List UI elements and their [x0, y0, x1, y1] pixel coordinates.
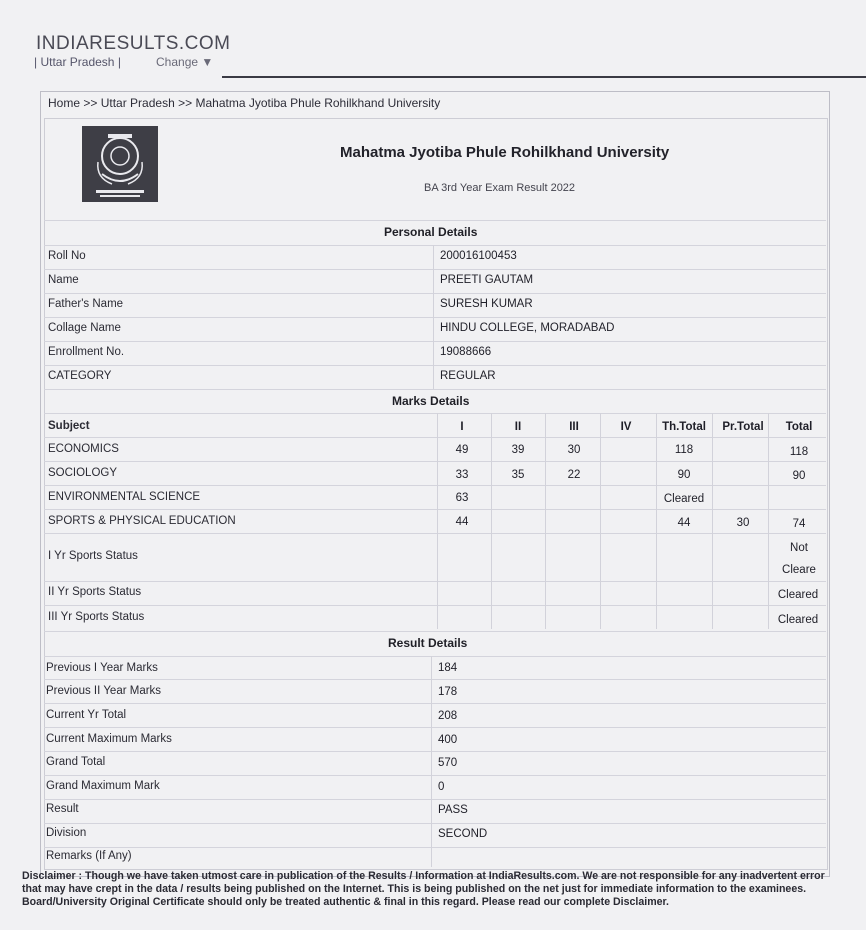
- breadcrumb-state-link[interactable]: Uttar Pradesh: [100, 96, 175, 110]
- breadcrumb-separator: >>: [83, 96, 98, 110]
- sports-status-label: III Yr Sports Status: [48, 611, 145, 623]
- division-value: SECOND: [438, 828, 488, 840]
- breadcrumb-separator: >>: [178, 96, 193, 110]
- sports-status-value: Cleare: [782, 564, 816, 576]
- field-value: 208: [438, 710, 458, 722]
- field-label: Grand Total: [46, 756, 106, 768]
- disclaimer-text: Disclaimer : Though we have taken utmost care in publication of the Results / Information at IndiaResults.com. We are not responsible for any inadvertent error that may have crept in the data / results being published on the Internet. This is being published on the net just for immediate information to the examinees. Board/University Original Certificate should only be treated authentic & final in this regard. Please read our complete Disclaimer.: [22, 870, 825, 908]
- field-label: Previous II Year Marks: [46, 685, 162, 697]
- column-header-pr-total: Pr.Total: [722, 421, 764, 433]
- total: 90: [792, 470, 806, 482]
- column-divider: [600, 413, 601, 629]
- marks-details-heading: Marks Details: [392, 394, 470, 408]
- site-brand[interactable]: [36, 33, 231, 55]
- mark-ii: 35: [511, 469, 525, 481]
- result-row: [44, 799, 826, 824]
- field-value: 184: [438, 662, 458, 674]
- column-header-iii: III: [569, 421, 579, 433]
- marks-row: [44, 437, 826, 462]
- field-label: Father's Name: [48, 298, 124, 310]
- field-value: 570: [438, 757, 458, 769]
- field-value: SURESH KUMAR: [440, 298, 533, 310]
- sports-status-label: I Yr Sports Status: [48, 550, 138, 562]
- result-row: [44, 823, 826, 848]
- personal-row: [44, 365, 826, 388]
- th-total: 90: [677, 469, 691, 481]
- total: 74: [792, 518, 806, 530]
- result-row: [44, 703, 826, 728]
- column-divider: [433, 245, 434, 389]
- mark-i: 44: [455, 516, 469, 528]
- section-header-row: [44, 631, 826, 654]
- result-row: [44, 727, 826, 752]
- pr-total: 30: [736, 517, 750, 529]
- result-row: [44, 775, 826, 800]
- personal-row: [44, 341, 826, 364]
- mark-iii: 22: [567, 469, 581, 481]
- column-header-subject: Subject: [48, 420, 90, 432]
- column-header-i: I: [460, 421, 464, 433]
- result-row: [44, 656, 826, 680]
- total: 118: [789, 446, 809, 458]
- sports-status-value: Not: [790, 542, 808, 554]
- field-value: 0: [438, 781, 445, 793]
- state-label: | Uttar Pradesh |: [34, 55, 121, 69]
- mark-i: 33: [455, 469, 469, 481]
- field-label: Current Yr Total: [46, 709, 127, 721]
- subject-name: ENVIRONMENTAL SCIENCE: [48, 491, 201, 503]
- personal-details-heading: Personal Details: [384, 225, 478, 239]
- result-row: [44, 847, 826, 868]
- sports-status-value: Cleared: [777, 589, 819, 601]
- field-label: Division: [46, 827, 87, 839]
- column-header-ii: II: [514, 421, 522, 433]
- th-total: Cleared: [663, 493, 705, 505]
- result-details-heading: Result Details: [388, 636, 468, 650]
- state-selector: [34, 55, 214, 69]
- subject-name: SOCIOLOGY: [48, 467, 118, 479]
- field-label: Roll No: [48, 250, 86, 262]
- mark-i: 49: [455, 444, 469, 456]
- subject-name: SPORTS & PHYSICAL EDUCATION: [48, 515, 236, 527]
- column-divider: [712, 413, 713, 629]
- result-row: [44, 751, 826, 776]
- field-label: Remarks (If Any): [46, 850, 132, 862]
- section-header-row: [44, 220, 826, 243]
- column-header-th-total: Th.Total: [662, 421, 706, 433]
- column-divider: [437, 413, 438, 629]
- sports-status-row: [44, 581, 826, 606]
- column-divider: [545, 413, 546, 629]
- field-label: Collage Name: [48, 322, 121, 334]
- column-divider: [768, 413, 769, 629]
- section-header-row: [44, 389, 826, 412]
- column-header-iv: IV: [620, 421, 632, 433]
- change-state-button[interactable]: Change ▼: [156, 55, 214, 69]
- field-label: Current Maximum Marks: [46, 733, 172, 745]
- exam-title: BA 3rd Year Exam Result 2022: [424, 182, 576, 194]
- field-label: Previous I Year Marks: [46, 662, 158, 674]
- column-divider: [491, 413, 492, 629]
- column-divider: [656, 413, 657, 629]
- personal-row: [44, 269, 826, 292]
- field-label: CATEGORY: [48, 370, 112, 382]
- column-divider: [431, 656, 432, 867]
- field-value: 400: [438, 734, 458, 746]
- field-value: REGULAR: [440, 370, 496, 382]
- field-value: 178: [438, 686, 458, 698]
- sports-status-row: [44, 533, 826, 582]
- sports-status-row: [44, 605, 826, 630]
- result-status: PASS: [438, 804, 468, 816]
- column-header-total: Total: [785, 421, 813, 433]
- header-divider: [222, 76, 866, 78]
- field-label: Enrollment No.: [48, 346, 125, 358]
- sports-status-value: Cleared: [777, 614, 819, 626]
- field-label: Name: [48, 274, 79, 286]
- field-label: Grand Maximum Mark: [46, 780, 160, 792]
- personal-row: [44, 293, 826, 316]
- mark-ii: 39: [511, 444, 525, 456]
- personal-row: [44, 245, 826, 268]
- university-seal-icon: [82, 126, 158, 202]
- sports-status-label: II Yr Sports Status: [48, 586, 142, 598]
- marks-row: [44, 461, 826, 486]
- field-value: 19088666: [440, 346, 492, 358]
- mark-iii: 30: [567, 444, 581, 456]
- marks-row: [44, 509, 826, 534]
- marks-header-row: [44, 413, 826, 438]
- field-value: HINDU COLLEGE, MORADABAD: [440, 322, 615, 334]
- breadcrumb: [48, 96, 440, 110]
- personal-row: [44, 317, 826, 340]
- th-total: 44: [677, 517, 691, 529]
- field-label: Result: [46, 803, 79, 815]
- breadcrumb-home-link[interactable]: Home: [48, 96, 81, 110]
- subject-name: ECONOMICS: [48, 443, 119, 455]
- field-value: 200016100453: [440, 250, 517, 262]
- marks-row: [44, 485, 826, 510]
- mark-i: 63: [455, 492, 469, 504]
- th-total: 118: [674, 444, 694, 456]
- result-row: [44, 679, 826, 704]
- field-value: PREETI GAUTAM: [440, 274, 534, 286]
- university-name: Mahatma Jyotiba Phule Rohilkhand University: [340, 144, 670, 161]
- site-logo[interactable]: INDIARESULTS.COM: [36, 33, 231, 54]
- breadcrumb-university: Mahatma Jyotiba Phule Rohilkhand University: [195, 96, 441, 110]
